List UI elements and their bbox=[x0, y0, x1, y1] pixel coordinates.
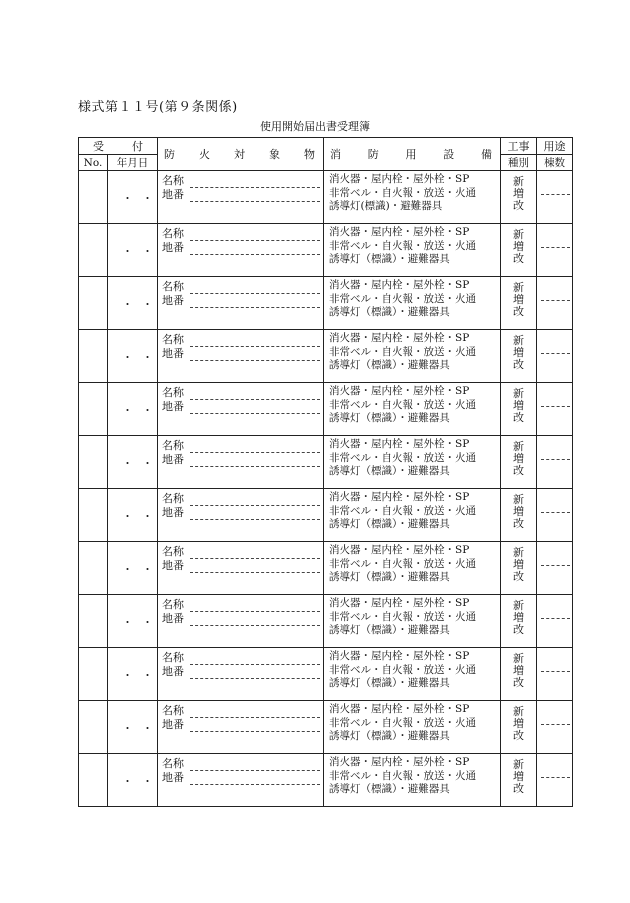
lot-label: 地番 bbox=[162, 771, 184, 784]
date-separator: ・ bbox=[142, 510, 153, 523]
name-label: 名称 bbox=[162, 757, 184, 770]
usage-divider bbox=[541, 724, 570, 725]
fire-object-cell bbox=[158, 489, 324, 542]
construction-kind-cell bbox=[501, 701, 537, 754]
kind-renovation[interactable]: 改 bbox=[513, 252, 524, 265]
ledger-row bbox=[79, 595, 573, 648]
lot-field[interactable] bbox=[162, 400, 323, 414]
kind-extension[interactable]: 増 bbox=[513, 452, 524, 465]
receipt-date-cell[interactable] bbox=[108, 277, 158, 330]
equipment-line: 非常ベル・自火報・放送・火通 bbox=[329, 398, 476, 411]
ledger-row bbox=[79, 171, 573, 224]
receipt-date-cell[interactable] bbox=[108, 224, 158, 277]
equipment-line: 非常ベル・自火報・放送・火通 bbox=[329, 557, 476, 570]
equipment-line: 誘導灯(標識)・避難器具 bbox=[329, 200, 443, 212]
equipment-line: 消火器・屋内栓・屋外栓・SP bbox=[329, 385, 470, 397]
receipt-date-cell[interactable] bbox=[108, 330, 158, 383]
document-title: 使用開始届出書受理簿 bbox=[260, 120, 370, 133]
construction-kind-cell bbox=[501, 171, 537, 224]
equipment-line: 誘導灯（標識）・避難器具 bbox=[329, 783, 450, 795]
lot-label: 地番 bbox=[162, 241, 184, 254]
equipment-line: 消火器・屋内栓・屋外栓・SP bbox=[329, 226, 470, 238]
equipment-cell bbox=[324, 330, 501, 383]
lot-entry-line[interactable] bbox=[190, 772, 320, 785]
kind-extension[interactable]: 増 bbox=[513, 346, 524, 359]
usage-count-cell[interactable] bbox=[537, 383, 573, 436]
lot-field[interactable] bbox=[162, 665, 323, 679]
usage-divider bbox=[541, 777, 570, 778]
fire-object-header: 防 火 対 象 物 bbox=[158, 138, 324, 171]
construction-kind-cell bbox=[501, 754, 537, 807]
kind-extension[interactable]: 増 bbox=[513, 505, 524, 518]
construction-kind-cell bbox=[501, 383, 537, 436]
equipment-cell bbox=[324, 489, 501, 542]
equipment-cell bbox=[324, 648, 501, 701]
usage-count-cell[interactable] bbox=[537, 330, 573, 383]
equipment-line: 誘導灯（標識）・避難器具 bbox=[329, 518, 450, 530]
fire-object-cell bbox=[158, 436, 324, 489]
equipment-line: 消火器・屋内栓・屋外栓・SP bbox=[329, 650, 470, 662]
receipt-number-cell[interactable] bbox=[79, 542, 108, 595]
name-entry-line[interactable] bbox=[190, 652, 320, 665]
usage-divider bbox=[541, 300, 570, 301]
fire-object-cell bbox=[158, 277, 324, 330]
receipt-date-cell[interactable] bbox=[108, 648, 158, 701]
kind-new[interactable]: 新 bbox=[513, 758, 524, 771]
receipt-number-cell[interactable] bbox=[79, 277, 108, 330]
name-label: 名称 bbox=[162, 174, 184, 187]
kind-new[interactable]: 新 bbox=[513, 175, 524, 188]
date-separator: ・ bbox=[142, 404, 153, 417]
lot-field[interactable] bbox=[162, 771, 323, 785]
usage-count-cell[interactable] bbox=[537, 436, 573, 489]
usage-header: 用途 bbox=[537, 138, 573, 155]
lot-label: 地番 bbox=[162, 188, 184, 201]
construction-kind-cell bbox=[501, 489, 537, 542]
lot-entry-line[interactable] bbox=[190, 348, 320, 361]
date-separator: ・ bbox=[122, 775, 133, 788]
ledger-row bbox=[79, 277, 573, 330]
usage-count-cell[interactable] bbox=[537, 701, 573, 754]
equipment-line: 誘導灯（標識）・避難器具 bbox=[329, 465, 450, 477]
lot-field[interactable] bbox=[162, 453, 323, 467]
date-separator: ・ bbox=[122, 563, 133, 576]
equipment-line: 非常ベル・自火報・放送・火通 bbox=[329, 716, 476, 729]
usage-divider bbox=[541, 512, 570, 513]
lot-field[interactable] bbox=[162, 559, 323, 573]
receipt-date-cell[interactable] bbox=[108, 383, 158, 436]
construction-kind-cell bbox=[501, 595, 537, 648]
lot-entry-line[interactable] bbox=[190, 666, 320, 679]
receipt-date-cell[interactable] bbox=[108, 701, 158, 754]
name-entry-line[interactable] bbox=[190, 493, 320, 506]
date-separator: ・ bbox=[122, 722, 133, 735]
lot-label: 地番 bbox=[162, 347, 184, 360]
name-entry-line[interactable] bbox=[190, 175, 320, 188]
no-header: No. bbox=[79, 155, 108, 171]
equipment-line: 誘導灯（標識）・避難器具 bbox=[329, 677, 450, 689]
kind-extension[interactable]: 増 bbox=[513, 399, 524, 412]
date-separator: ・ bbox=[142, 192, 153, 205]
fire-object-cell bbox=[158, 542, 324, 595]
receipt-number-cell[interactable] bbox=[79, 701, 108, 754]
name-entry-line[interactable] bbox=[190, 281, 320, 294]
equipment-line: 誘導灯（標識）・避難器具 bbox=[329, 253, 450, 265]
ledger-row bbox=[79, 701, 573, 754]
ledger-row bbox=[79, 754, 573, 807]
building-count-header: 棟数 bbox=[537, 155, 573, 171]
lot-field[interactable] bbox=[162, 612, 323, 626]
kind-renovation[interactable]: 改 bbox=[513, 358, 524, 371]
receipt-ledger-table bbox=[78, 137, 573, 807]
lot-entry-line[interactable] bbox=[190, 507, 320, 520]
date-separator: ・ bbox=[122, 510, 133, 523]
equipment-cell bbox=[324, 383, 501, 436]
construction-kind-cell bbox=[501, 277, 537, 330]
kind-renovation[interactable]: 改 bbox=[513, 729, 524, 742]
kind-renovation[interactable]: 改 bbox=[513, 517, 524, 530]
lot-label: 地番 bbox=[162, 453, 184, 466]
date-separator: ・ bbox=[122, 669, 133, 682]
receipt-number-cell[interactable] bbox=[79, 648, 108, 701]
equipment-line: 誘導灯（標識）・避難器具 bbox=[329, 571, 450, 583]
kind-extension[interactable]: 増 bbox=[513, 187, 524, 200]
construction-kind-cell bbox=[501, 648, 537, 701]
receipt-number-cell[interactable] bbox=[79, 330, 108, 383]
receipt-date-cell[interactable] bbox=[108, 595, 158, 648]
equipment-cell bbox=[324, 542, 501, 595]
kind-extension[interactable]: 増 bbox=[513, 240, 524, 253]
ledger-row bbox=[79, 330, 573, 383]
lot-entry-line[interactable] bbox=[190, 719, 320, 732]
ledger-row bbox=[79, 436, 573, 489]
usage-divider bbox=[541, 406, 570, 407]
equipment-line: 消火器・屋内栓・屋外栓・SP bbox=[329, 756, 470, 768]
kind-extension[interactable]: 増 bbox=[513, 717, 524, 730]
lot-field[interactable] bbox=[162, 718, 323, 732]
name-label: 名称 bbox=[162, 333, 184, 346]
equipment-cell bbox=[324, 595, 501, 648]
date-separator: ・ bbox=[122, 351, 133, 364]
equipment-line: 消火器・屋内栓・屋外栓・SP bbox=[329, 332, 470, 344]
form-title: 様式第１１号(第９条関係) bbox=[78, 100, 238, 115]
kind-new[interactable]: 新 bbox=[513, 387, 524, 400]
lot-field[interactable] bbox=[162, 506, 323, 520]
kind-renovation[interactable]: 改 bbox=[513, 411, 524, 424]
lot-entry-line[interactable] bbox=[190, 242, 320, 255]
construction-kind-cell bbox=[501, 542, 537, 595]
fire-object-cell bbox=[158, 171, 324, 224]
equipment-line: 消火器・屋内栓・屋外栓・SP bbox=[329, 173, 470, 185]
usage-count-cell[interactable] bbox=[537, 648, 573, 701]
kind-renovation[interactable]: 改 bbox=[513, 676, 524, 689]
kind-extension[interactable]: 増 bbox=[513, 664, 524, 677]
usage-divider bbox=[541, 618, 570, 619]
equipment-line: 消火器・屋内栓・屋外栓・SP bbox=[329, 597, 470, 609]
kind-extension[interactable]: 増 bbox=[513, 293, 524, 306]
equipment-line: 消火器・屋内栓・屋外栓・SP bbox=[329, 544, 470, 556]
ledger-row bbox=[79, 383, 573, 436]
lot-entry-line[interactable] bbox=[190, 560, 320, 573]
lot-label: 地番 bbox=[162, 612, 184, 625]
receipt-number-cell[interactable] bbox=[79, 754, 108, 807]
receipt-date-cell[interactable] bbox=[108, 489, 158, 542]
fire-object-cell bbox=[158, 224, 324, 277]
equipment-line: 消火器・屋内栓・屋外栓・SP bbox=[329, 703, 470, 715]
lot-entry-line[interactable] bbox=[190, 401, 320, 414]
receipt-number-cell[interactable] bbox=[79, 595, 108, 648]
usage-divider bbox=[541, 459, 570, 460]
usage-count-cell[interactable] bbox=[537, 489, 573, 542]
name-entry-line[interactable] bbox=[190, 334, 320, 347]
receipt-number-cell[interactable] bbox=[79, 171, 108, 224]
usage-count-cell[interactable] bbox=[537, 754, 573, 807]
equipment-cell bbox=[324, 754, 501, 807]
ledger-row bbox=[79, 648, 573, 701]
fire-equipment-header: 消 防 用 設 備 bbox=[324, 138, 501, 171]
fire-object-cell bbox=[158, 754, 324, 807]
usage-divider bbox=[541, 194, 570, 195]
kind-new[interactable]: 新 bbox=[513, 599, 524, 612]
kind-extension[interactable]: 増 bbox=[513, 611, 524, 624]
date-separator: ・ bbox=[122, 616, 133, 629]
equipment-line: 非常ベル・自火報・放送・火通 bbox=[329, 504, 476, 517]
date-separator: ・ bbox=[142, 351, 153, 364]
usage-divider bbox=[541, 353, 570, 354]
lot-label: 地番 bbox=[162, 400, 184, 413]
construction-header: 工事 bbox=[501, 138, 537, 155]
usage-divider bbox=[541, 565, 570, 566]
date-separator: ・ bbox=[142, 616, 153, 629]
date-separator: ・ bbox=[142, 298, 153, 311]
lot-field[interactable] bbox=[162, 241, 323, 255]
usage-count-cell[interactable] bbox=[537, 542, 573, 595]
receipt-number-cell[interactable] bbox=[79, 436, 108, 489]
name-label: 名称 bbox=[162, 227, 184, 240]
kind-extension[interactable]: 増 bbox=[513, 558, 524, 571]
name-label: 名称 bbox=[162, 439, 184, 452]
usage-count-cell[interactable] bbox=[537, 224, 573, 277]
name-label: 名称 bbox=[162, 545, 184, 558]
construction-kind-cell bbox=[501, 330, 537, 383]
construction-kind-cell bbox=[501, 436, 537, 489]
ledger-body bbox=[79, 171, 573, 807]
lot-label: 地番 bbox=[162, 559, 184, 572]
date-separator: ・ bbox=[142, 669, 153, 682]
equipment-cell bbox=[324, 224, 501, 277]
lot-label: 地番 bbox=[162, 718, 184, 731]
fire-object-cell bbox=[158, 701, 324, 754]
kind-extension[interactable]: 増 bbox=[513, 770, 524, 783]
receipt-number-cell[interactable] bbox=[79, 224, 108, 277]
lot-entry-line[interactable] bbox=[190, 295, 320, 308]
equipment-line: 非常ベル・自火報・放送・火通 bbox=[329, 610, 476, 623]
name-label: 名称 bbox=[162, 280, 184, 293]
kind-renovation[interactable]: 改 bbox=[513, 464, 524, 477]
kind-new[interactable]: 新 bbox=[513, 334, 524, 347]
equipment-line: 非常ベル・自火報・放送・火通 bbox=[329, 663, 476, 676]
lot-entry-line[interactable] bbox=[190, 454, 320, 467]
date-separator: ・ bbox=[122, 298, 133, 311]
ledger-row bbox=[79, 224, 573, 277]
equipment-line: 非常ベル・自火報・放送・火通 bbox=[329, 186, 476, 199]
name-entry-line[interactable] bbox=[190, 440, 320, 453]
equipment-cell bbox=[324, 701, 501, 754]
fire-object-cell bbox=[158, 383, 324, 436]
kind-renovation[interactable]: 改 bbox=[513, 623, 524, 636]
kind-renovation[interactable]: 改 bbox=[513, 199, 524, 212]
name-label: 名称 bbox=[162, 651, 184, 664]
lot-field[interactable] bbox=[162, 294, 323, 308]
date-separator: ・ bbox=[122, 457, 133, 470]
equipment-line: 非常ベル・自火報・放送・火通 bbox=[329, 292, 476, 305]
ledger-row bbox=[79, 489, 573, 542]
equipment-line: 誘導灯（標識）・避難器具 bbox=[329, 624, 450, 636]
equipment-line: 誘導灯（標識）・避難器具 bbox=[329, 730, 450, 742]
kind-new[interactable]: 新 bbox=[513, 546, 524, 559]
receipt-date-cell[interactable] bbox=[108, 171, 158, 224]
receipt-date-cell[interactable] bbox=[108, 754, 158, 807]
kind-renovation[interactable]: 改 bbox=[513, 570, 524, 583]
lot-entry-line[interactable] bbox=[190, 613, 320, 626]
kind-renovation[interactable]: 改 bbox=[513, 305, 524, 318]
date-separator: ・ bbox=[142, 245, 153, 258]
kind-new[interactable]: 新 bbox=[513, 652, 524, 665]
receipt-date-cell[interactable] bbox=[108, 542, 158, 595]
construction-kind-cell bbox=[501, 224, 537, 277]
equipment-line: 誘導灯（標識）・避難器具 bbox=[329, 359, 450, 371]
lot-field[interactable] bbox=[162, 347, 323, 361]
date-separator: ・ bbox=[142, 722, 153, 735]
lot-label: 地番 bbox=[162, 665, 184, 678]
equipment-line: 誘導灯（標識）・避難器具 bbox=[329, 306, 450, 318]
equipment-line: 誘導灯（標識）・避難器具 bbox=[329, 412, 450, 424]
name-label: 名称 bbox=[162, 386, 184, 399]
name-entry-line[interactable] bbox=[190, 228, 320, 241]
receipt-number-cell[interactable] bbox=[79, 383, 108, 436]
date-separator: ・ bbox=[142, 457, 153, 470]
date-separator: ・ bbox=[142, 775, 153, 788]
fire-object-cell bbox=[158, 648, 324, 701]
name-entry-line[interactable] bbox=[190, 705, 320, 718]
fire-object-cell bbox=[158, 330, 324, 383]
name-entry-line[interactable] bbox=[190, 387, 320, 400]
name-label: 名称 bbox=[162, 598, 184, 611]
lot-field[interactable] bbox=[162, 188, 323, 202]
date-separator: ・ bbox=[142, 563, 153, 576]
equipment-line: 消火器・屋内栓・屋外栓・SP bbox=[329, 491, 470, 503]
equipment-line: 消火器・屋内栓・屋外栓・SP bbox=[329, 279, 470, 291]
equipment-line: 消火器・屋内栓・屋外栓・SP bbox=[329, 438, 470, 450]
kind-new[interactable]: 新 bbox=[513, 440, 524, 453]
fire-object-cell bbox=[158, 595, 324, 648]
date-separator: ・ bbox=[122, 245, 133, 258]
kind-new[interactable]: 新 bbox=[513, 281, 524, 294]
receipt-number-cell[interactable] bbox=[79, 489, 108, 542]
usage-divider bbox=[541, 671, 570, 672]
date-separator: ・ bbox=[122, 192, 133, 205]
usage-count-cell[interactable] bbox=[537, 277, 573, 330]
kind-header: 種別 bbox=[501, 155, 537, 171]
lot-entry-line[interactable] bbox=[190, 189, 320, 202]
usage-count-cell[interactable] bbox=[537, 595, 573, 648]
name-entry-line[interactable] bbox=[190, 758, 320, 771]
equipment-line: 非常ベル・自火報・放送・火通 bbox=[329, 769, 476, 782]
name-entry-line[interactable] bbox=[190, 599, 320, 612]
equipment-cell bbox=[324, 171, 501, 224]
date-separator: ・ bbox=[122, 404, 133, 417]
date-header: 年月日 bbox=[108, 155, 158, 171]
equipment-cell bbox=[324, 277, 501, 330]
name-label: 名称 bbox=[162, 492, 184, 505]
usage-divider bbox=[541, 247, 570, 248]
lot-label: 地番 bbox=[162, 506, 184, 519]
equipment-cell bbox=[324, 436, 501, 489]
name-entry-line[interactable] bbox=[190, 546, 320, 559]
usage-count-cell[interactable] bbox=[537, 171, 573, 224]
kind-new[interactable]: 新 bbox=[513, 228, 524, 241]
ledger-row bbox=[79, 542, 573, 595]
lot-label: 地番 bbox=[162, 294, 184, 307]
equipment-line: 非常ベル・自火報・放送・火通 bbox=[329, 239, 476, 252]
kind-new[interactable]: 新 bbox=[513, 705, 524, 718]
equipment-line: 非常ベル・自火報・放送・火通 bbox=[329, 345, 476, 358]
equipment-line: 非常ベル・自火報・放送・火通 bbox=[329, 451, 476, 464]
name-label: 名称 bbox=[162, 704, 184, 717]
reception-header: 受 付 bbox=[79, 138, 158, 155]
receipt-date-cell[interactable] bbox=[108, 436, 158, 489]
kind-renovation[interactable]: 改 bbox=[513, 782, 524, 795]
kind-new[interactable]: 新 bbox=[513, 493, 524, 506]
